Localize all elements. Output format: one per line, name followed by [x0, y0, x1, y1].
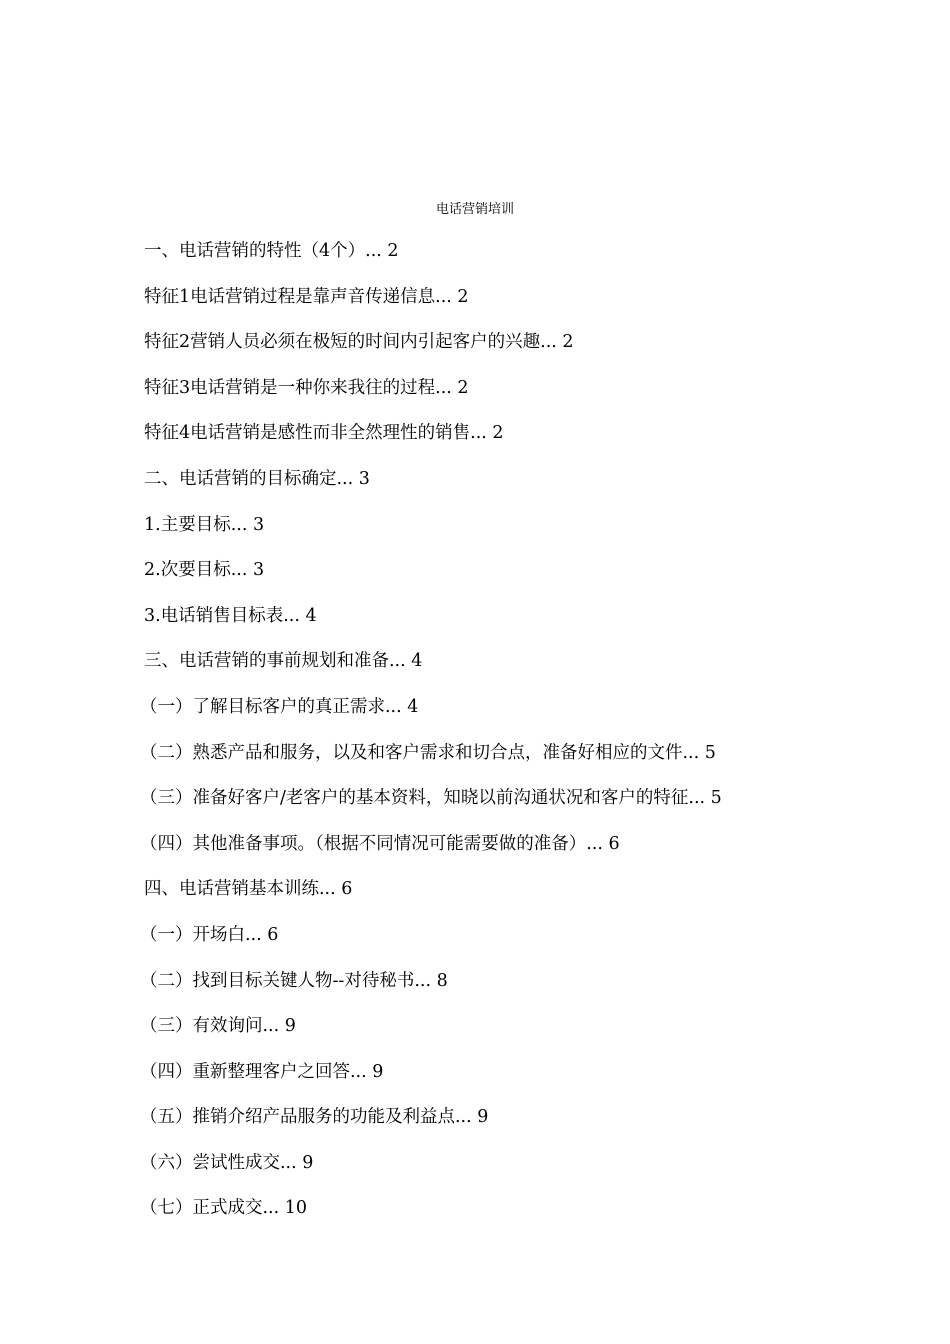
toc-entry[interactable]: （三）准备好客户/老客户的基本资料，知晓以前沟通状况和客户的特征... 5: [140, 788, 722, 809]
toc-entry[interactable]: （一）开场白... 6: [140, 924, 279, 945]
toc-entry[interactable]: 2.次要目标... 3: [144, 560, 265, 581]
toc-entry[interactable]: （六）尝试性成交... 9: [140, 1152, 314, 1173]
toc-entry[interactable]: 特征1电话营销过程是靠声音传递信息... 2: [144, 286, 469, 307]
toc-entry[interactable]: （五）推销介绍产品服务的功能及利益点... 9: [140, 1107, 489, 1128]
toc-entry[interactable]: 特征3电话营销是一种你来我往的过程... 2: [144, 377, 469, 398]
toc-entry[interactable]: （一）了解目标客户的真正需求... 4: [140, 696, 419, 717]
toc-entry[interactable]: （四）重新整理客户之回答... 9: [140, 1061, 384, 1082]
toc-entry[interactable]: （四）其他准备事项。（根据不同情况可能需要做的准备）... 6: [140, 833, 620, 854]
toc-entry[interactable]: 特征2营销人员必须在极短的时间内引起客户的兴趣... 2: [144, 332, 574, 353]
toc-entry[interactable]: 二、电话营销的目标确定... 3: [144, 468, 370, 489]
toc-entry[interactable]: 四、电话营销基本训练... 6: [144, 879, 353, 900]
toc-entry[interactable]: 3.电话销售目标表... 4: [144, 605, 317, 626]
toc-entry[interactable]: 特征4电话营销是感性而非全然理性的销售... 2: [144, 423, 504, 444]
toc-entry[interactable]: （二）熟悉产品和服务，以及和客户需求和切合点，准备好相应的文件... 5: [140, 742, 716, 763]
toc-entry[interactable]: （七）正式成交... 10: [140, 1198, 308, 1219]
toc-entry[interactable]: （三）有效询问... 9: [140, 1016, 296, 1037]
toc-entry[interactable]: 1.主要目标... 3: [144, 514, 265, 535]
table-of-contents: [140, 239, 722, 1242]
toc-entry[interactable]: 三、电话营销的事前规划和准备... 4: [144, 651, 423, 672]
toc-entry[interactable]: 一、电话营销的特性（4个）... 2: [144, 241, 399, 261]
document-title: 电话营销培训: [435, 202, 514, 217]
toc-entry[interactable]: （二）找到目标关键人物--对待秘书... 8: [140, 970, 448, 991]
